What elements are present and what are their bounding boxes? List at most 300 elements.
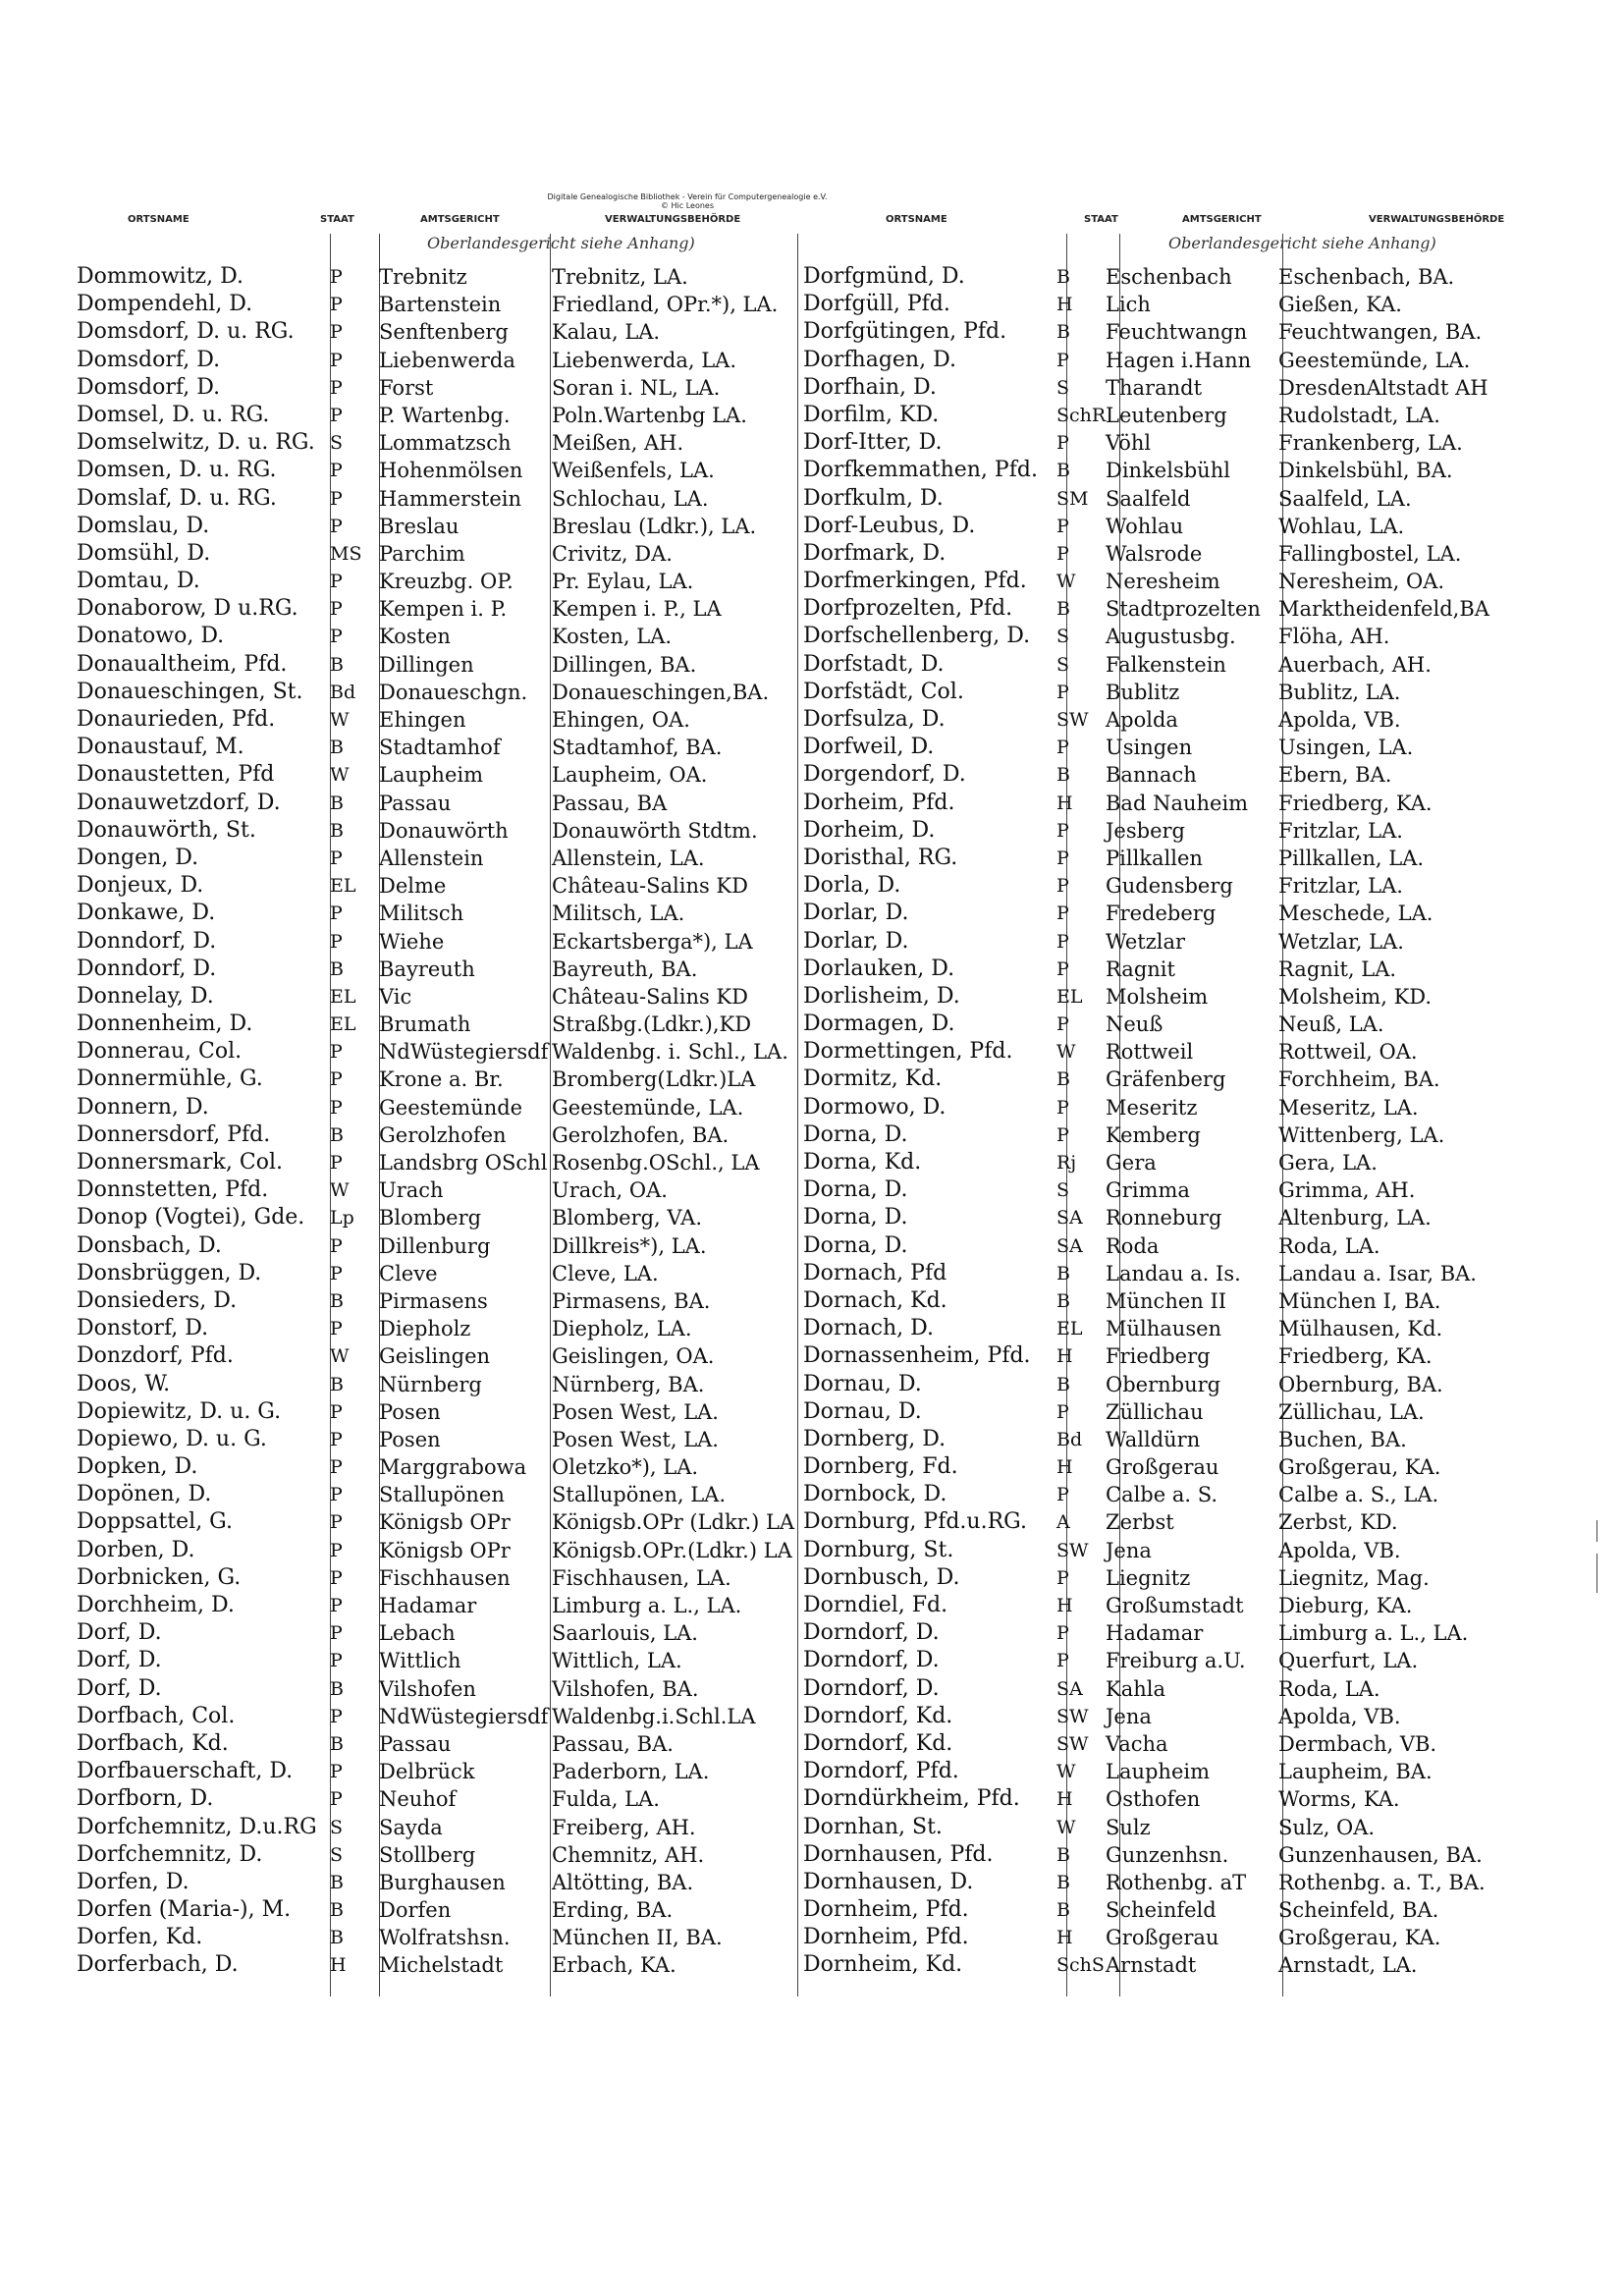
- amtsgericht-cell: Stadtamhof: [379, 736, 501, 760]
- ortsname-cell: Dopiewo, D. u. G.: [77, 1426, 267, 1451]
- ortsname-cell: Dorlar, D.: [803, 901, 909, 926]
- staat-cell: S: [330, 432, 344, 455]
- amtsgericht-cell: Pillkallen: [1106, 846, 1203, 870]
- ortsname-cell: Dorfbach, Col.: [77, 1703, 236, 1728]
- ortsname-cell: Dorfweil, D.: [803, 735, 935, 760]
- ortsname-cell: Donjeux, D.: [77, 873, 204, 899]
- ortsname-cell: Dornberg, D.: [803, 1426, 947, 1451]
- list-item: [803, 263, 1530, 291]
- staat-cell: P: [330, 1788, 343, 1811]
- verwaltung-cell: Auerbach, AH.: [1278, 652, 1432, 677]
- list-item: [77, 817, 803, 845]
- list-item: [803, 1869, 1530, 1896]
- ortsname-cell: Donsieders, D.: [77, 1287, 238, 1313]
- staat-cell: B: [330, 737, 344, 759]
- verwaltung-cell: Laupheim, OA.: [552, 763, 708, 788]
- list-item: [803, 1785, 1530, 1813]
- amtsgericht-cell: Passau: [379, 791, 452, 815]
- verwaltung-cell: Fulda, LA.: [552, 1787, 660, 1812]
- verwaltung-cell: Apolda, VB.: [1278, 1538, 1401, 1562]
- amtsgericht-cell: Usingen: [1106, 736, 1193, 760]
- verwaltung-cell: Wittlich, LA.: [552, 1649, 682, 1673]
- staat-cell: S: [1056, 1179, 1070, 1202]
- list-item: [77, 263, 803, 291]
- staat-cell: Lp: [330, 1207, 354, 1230]
- staat-cell: P: [1056, 515, 1069, 537]
- ortsname-cell: Donkawe, D.: [77, 901, 216, 926]
- list-item: [803, 568, 1530, 595]
- staat-cell: EL: [1056, 985, 1083, 1008]
- list-item: [803, 1315, 1530, 1342]
- ortsname-cell: Dorferbach, D.: [77, 1952, 239, 1978]
- ortsname-cell: Dorlar, D.: [803, 928, 909, 954]
- staat-cell: P: [1056, 681, 1069, 703]
- staat-cell: P: [330, 349, 343, 371]
- ortsname-cell: Dormettingen, Pfd.: [803, 1039, 1013, 1065]
- verwaltung-cell: Pr. Eylau, LA.: [552, 570, 694, 594]
- verwaltung-cell: Waldenbg. i. Schl., LA.: [552, 1040, 788, 1065]
- ortsname-cell: Domselwitz, D. u. RG.: [77, 430, 315, 456]
- verwaltung-cell: Rosenbg.OSchl., LA: [552, 1151, 760, 1175]
- list-item: [77, 374, 803, 402]
- ortsname-cell: Doppsattel, G.: [77, 1509, 233, 1535]
- ortsname-cell: Doristhal, RG.: [803, 845, 958, 870]
- list-item: [77, 1869, 803, 1896]
- ortsname-cell: Dorfmerkingen, Pfd.: [803, 569, 1027, 594]
- amtsgericht-cell: Saalfeld: [1106, 486, 1191, 511]
- amtsgericht-cell: Dillingen: [379, 652, 474, 677]
- staat-cell: P: [330, 902, 343, 925]
- ortsname-cell: Dornheim, Kd.: [803, 1952, 963, 1978]
- amtsgericht-cell: Gerolzhofen: [379, 1122, 507, 1147]
- list-item: [803, 1592, 1530, 1619]
- staat-cell: B: [330, 1732, 344, 1755]
- amtsgericht-cell: Posen: [379, 1427, 441, 1451]
- ortsname-cell: Dorfstadt, D.: [803, 651, 945, 677]
- verwaltung-cell: Frankenberg, LA.: [1278, 431, 1463, 456]
- list-item: [77, 1315, 803, 1342]
- ortsname-cell: Dorna, Kd.: [803, 1150, 922, 1175]
- list-item: [77, 595, 803, 623]
- ortsname-cell: Dorfschellenberg, D.: [803, 624, 1031, 649]
- ortsname-cell: Dorna, D.: [803, 1177, 908, 1203]
- list-item: [77, 1619, 803, 1647]
- staat-cell: P: [1056, 819, 1069, 842]
- verwaltung-cell: Limburg a. L., LA.: [1278, 1621, 1469, 1646]
- list-item: [803, 623, 1530, 650]
- staat-cell: P: [1056, 349, 1069, 371]
- list-item: [77, 790, 803, 817]
- verwaltung-cell: Passau, BA: [552, 791, 668, 815]
- staat-cell: A: [1056, 1511, 1070, 1534]
- verwaltung-cell: Kosten, LA.: [552, 625, 673, 649]
- staat-cell: S: [1056, 653, 1070, 676]
- list-item: [77, 1232, 803, 1260]
- staat-cell: P: [1056, 1622, 1069, 1645]
- staat-cell: P: [330, 1041, 343, 1064]
- list-item: [77, 1204, 803, 1231]
- staat-cell: SW: [1056, 1732, 1089, 1755]
- verwaltung-cell: Eckartsberga*), LA: [552, 929, 753, 954]
- list-item: [77, 457, 803, 484]
- staat-cell: P: [330, 1595, 343, 1616]
- margin-mark: [1596, 1554, 1597, 1593]
- staat-cell: P: [1056, 1096, 1069, 1119]
- verwaltung-cell: Molsheim, KD.: [1278, 984, 1433, 1009]
- amtsgericht-cell: P. Wartenbg.: [379, 403, 511, 427]
- list-item: [77, 761, 803, 789]
- verwaltung-cell: Rothenbg. a. T., BA.: [1278, 1870, 1486, 1894]
- amtsgericht-cell: Hohenmölsen: [379, 459, 523, 483]
- ortsname-cell: Dorndorf, D.: [803, 1620, 940, 1646]
- list-item: [77, 651, 803, 679]
- verwaltung-cell: Roda, LA.: [1278, 1676, 1380, 1701]
- staat-cell: B: [330, 1927, 344, 1949]
- verwaltung-cell: Scheinfeld, BA.: [1278, 1898, 1439, 1923]
- ortsname-cell: Dormagen, D.: [803, 1011, 955, 1037]
- list-item: [77, 1342, 803, 1370]
- amtsgericht-cell: Passau: [379, 1731, 452, 1756]
- amtsgericht-cell: Stallupönen: [379, 1483, 505, 1507]
- staat-cell: P: [330, 1234, 343, 1257]
- verwaltung-cell: Erding, BA.: [552, 1898, 674, 1923]
- staat-cell: H: [1056, 1345, 1073, 1368]
- list-item: [803, 679, 1530, 706]
- staat-cell: SchR: [1056, 404, 1107, 426]
- staat-cell: W: [1056, 571, 1076, 593]
- staat-cell: P: [330, 1484, 343, 1506]
- amtsgericht-cell: Obernburg: [1106, 1372, 1221, 1396]
- list-item: [77, 1730, 803, 1758]
- staat-cell: W: [1056, 1816, 1076, 1838]
- ortsname-cell: Dornach, Pfd: [803, 1260, 947, 1285]
- amtsgericht-cell: München II: [1106, 1288, 1227, 1313]
- staat-cell: P: [330, 1622, 343, 1645]
- amtsgericht-cell: Brumath: [379, 1012, 471, 1037]
- amtsgericht-cell: Dorfen: [379, 1898, 452, 1923]
- staat-cell: P: [330, 1428, 343, 1450]
- amtsgericht-cell: Kemberg: [1106, 1122, 1201, 1147]
- verwaltung-cell: Usingen, LA.: [1278, 736, 1414, 760]
- amtsgericht-cell: Bannach: [1106, 763, 1197, 788]
- list-item: [77, 1066, 803, 1093]
- staat-cell: B: [330, 1123, 344, 1146]
- ortsname-cell: Dorfborn, D.: [77, 1786, 214, 1812]
- list-item: [77, 1758, 803, 1785]
- list-item: [77, 291, 803, 318]
- ortsname-cell: Dornassenheim, Pfd.: [803, 1343, 1031, 1369]
- list-item: [803, 1371, 1530, 1398]
- list-item: [803, 1537, 1530, 1564]
- verwaltung-cell: Meschede, LA.: [1278, 902, 1434, 926]
- list-item: [803, 651, 1530, 679]
- amtsgericht-cell: Gudensberg: [1106, 874, 1233, 899]
- staat-cell: P: [1056, 902, 1069, 925]
- verwaltung-cell: Waldenbg.i.Schl.LA: [552, 1704, 756, 1728]
- ortsname-cell: Donaueschingen, St.: [77, 679, 303, 704]
- staat-cell: P: [330, 460, 343, 482]
- amtsgericht-cell: Trebnitz: [379, 265, 467, 289]
- amtsgericht-cell: Kempen i. P.: [379, 597, 508, 622]
- list-item: [803, 1121, 1530, 1149]
- verwaltung-cell: Apolda, VB.: [1278, 708, 1401, 732]
- list-item: [77, 956, 803, 983]
- watermark: [0, 192, 1375, 210]
- staat-cell: S: [330, 1816, 344, 1838]
- ortsname-cell: Dorfen (Maria-), M.: [77, 1897, 292, 1923]
- staat-cell: P: [330, 1400, 343, 1423]
- amtsgericht-cell: Neresheim: [1106, 570, 1220, 594]
- amtsgericht-cell: Geislingen: [379, 1344, 491, 1369]
- list-item: [77, 1647, 803, 1674]
- list-item: [803, 540, 1530, 568]
- list-item: [803, 928, 1530, 956]
- ortsname-cell: Dorndorf, Kd.: [803, 1703, 953, 1728]
- list-item: [803, 817, 1530, 845]
- amtsgericht-cell: Wiehe: [379, 929, 445, 954]
- verwaltung-cell: Château-Salins KD: [552, 984, 748, 1009]
- list-item: [77, 872, 803, 900]
- staat-cell: B: [1056, 266, 1070, 288]
- list-item: [803, 1814, 1530, 1841]
- list-item: [803, 1011, 1530, 1038]
- amtsgericht-cell: Donauwörth: [379, 818, 509, 843]
- list-item: [803, 983, 1530, 1011]
- staat-cell: SM: [1056, 487, 1089, 510]
- staat-cell: P: [330, 515, 343, 537]
- verwaltung-cell: Passau, BA.: [552, 1731, 674, 1756]
- verwaltung-cell: Liegnitz, Mag.: [1278, 1565, 1430, 1590]
- amtsgericht-cell: Falkenstein: [1106, 652, 1226, 677]
- list-item: [77, 928, 803, 956]
- list-item: [77, 1398, 803, 1426]
- list-item: [803, 1730, 1530, 1758]
- header-amtsgericht-right: AMTSGERICHT: [1182, 214, 1262, 225]
- ortsname-cell: Dorbnicken, G.: [77, 1564, 242, 1590]
- verwaltung-cell: Kempen i. P., LA: [552, 597, 722, 622]
- verwaltung-cell: Liebenwerda, LA.: [552, 348, 737, 372]
- staat-cell: B: [1056, 1262, 1070, 1285]
- list-item: [803, 1232, 1530, 1260]
- verwaltung-cell: Worms, KA.: [1278, 1787, 1400, 1812]
- verwaltung-cell: Obernburg, BA.: [1278, 1372, 1443, 1396]
- verwaltung-cell: Großgerau, KA.: [1278, 1926, 1441, 1950]
- ortsname-cell: Dorfgütingen, Pfd.: [803, 319, 1007, 345]
- amtsgericht-cell: Gunzenhsn.: [1106, 1842, 1229, 1867]
- verwaltung-cell: Gießen, KA.: [1278, 293, 1402, 317]
- ortsname-cell: Donnersmark, Col.: [77, 1150, 283, 1175]
- verwaltung-cell: Kalau, LA.: [552, 320, 661, 345]
- amtsgericht-cell: Wolfratshsn.: [379, 1926, 511, 1950]
- verwaltung-cell: DresdenAltstadt AH: [1278, 375, 1488, 400]
- ortsname-cell: Dornach, D.: [803, 1316, 935, 1341]
- list-item: [77, 513, 803, 540]
- verwaltung-cell: Feuchtwangen, BA.: [1278, 320, 1483, 345]
- amtsgericht-cell: Lebach: [379, 1621, 456, 1646]
- amtsgericht-cell: Landsbrg OSchl: [379, 1151, 548, 1175]
- amtsgericht-cell: Vacha: [1106, 1731, 1168, 1756]
- watermark-line-2: © Hic Leones: [660, 201, 714, 210]
- amtsgericht-cell: Senftenberg: [379, 320, 509, 345]
- amtsgericht-cell: Donaueschgn.: [379, 680, 528, 704]
- ortsname-cell: Donnern, D.: [77, 1094, 209, 1120]
- ortsname-cell: Donaurieden, Pfd.: [77, 707, 276, 732]
- staat-cell: SchS: [1056, 1954, 1105, 1977]
- staat-cell: EL: [330, 1013, 356, 1036]
- amtsgericht-cell: Hadamar: [379, 1594, 477, 1617]
- list-item: [803, 1675, 1530, 1703]
- verwaltung-cell: Apolda, VB.: [1278, 1704, 1401, 1728]
- list-item: [77, 734, 803, 761]
- amtsgericht-cell: Forst: [379, 375, 434, 400]
- amtsgericht-cell: Königsb OPr: [379, 1538, 511, 1562]
- amtsgericht-cell: Vilshofen: [379, 1676, 476, 1701]
- list-item: [77, 1592, 803, 1619]
- ortsname-cell: Dorfchemnitz, D.: [77, 1841, 263, 1867]
- ortsname-cell: Dornbusch, D.: [803, 1564, 960, 1590]
- amtsgericht-cell: Kreuzbg. OP.: [379, 570, 514, 594]
- amtsgericht-cell: Ragnit: [1106, 957, 1175, 981]
- staat-cell: B: [330, 819, 344, 842]
- verwaltung-cell: Neuß, LA.: [1278, 1012, 1384, 1037]
- verwaltung-cell: Flöha, AH.: [1278, 625, 1390, 649]
- staat-cell: P: [330, 1262, 343, 1285]
- verwaltung-cell: Geislingen, OA.: [552, 1344, 715, 1369]
- ortsname-cell: Dorben, D.: [77, 1537, 195, 1562]
- staat-cell: H: [1056, 1595, 1073, 1616]
- list-item: [77, 1481, 803, 1508]
- verwaltung-cell: Meißen, AH.: [552, 431, 684, 456]
- ortsname-cell: Dornburg, Pfd.u.RG.: [803, 1509, 1027, 1535]
- ortsname-cell: Dornheim, Pfd.: [803, 1897, 969, 1923]
- staat-cell: P: [1056, 875, 1069, 898]
- staat-cell: B: [330, 1289, 344, 1312]
- staat-cell: SW: [1056, 709, 1089, 731]
- amtsgericht-cell: Bublitz: [1106, 680, 1180, 704]
- list-item: [77, 540, 803, 568]
- list-item: [803, 1204, 1530, 1231]
- verwaltung-cell: Stadtamhof, BA.: [552, 736, 723, 760]
- staat-cell: W: [330, 1345, 350, 1368]
- list-item: [803, 1924, 1530, 1951]
- list-item: [803, 1951, 1530, 1979]
- amtsgericht-cell: Nürnberg: [379, 1372, 482, 1396]
- verwaltung-cell: Weißenfels, LA.: [552, 459, 715, 483]
- list-item: [77, 1896, 803, 1924]
- staat-cell: P: [1056, 847, 1069, 869]
- ortsname-cell: Dorna, D.: [803, 1121, 908, 1147]
- staat-cell: P: [330, 1511, 343, 1534]
- staat-cell: W: [1056, 1041, 1076, 1064]
- amtsgericht-cell: Diepholz: [379, 1317, 471, 1341]
- amtsgericht-cell: Großgerau: [1106, 1926, 1219, 1950]
- verwaltung-cell: Bublitz, LA.: [1278, 680, 1401, 704]
- verwaltung-cell: Wetzlar, LA.: [1278, 929, 1404, 954]
- list-item: [77, 1703, 803, 1730]
- ortsname-cell: Dorndorf, D.: [803, 1648, 940, 1673]
- verwaltung-cell: Fritzlar, LA.: [1278, 818, 1403, 843]
- ortsname-cell: Domsdorf, D.: [77, 347, 221, 372]
- right-column: [803, 263, 1530, 1980]
- amtsgericht-cell: Dinkelsbühl: [1106, 459, 1230, 483]
- verwaltung-cell: Roda, LA.: [1278, 1233, 1380, 1258]
- staat-cell: P: [330, 626, 343, 648]
- list-item: [77, 706, 803, 734]
- header-staat-left: STAAT: [320, 214, 354, 225]
- verwaltung-cell: Ebern, BA.: [1278, 763, 1392, 788]
- ortsname-cell: Dorndorf, D.: [803, 1675, 940, 1701]
- staat-cell: B: [330, 1373, 344, 1395]
- staat-cell: P: [330, 598, 343, 621]
- ortsname-cell: Domslau, D.: [77, 513, 210, 538]
- ortsname-cell: Dopken, D.: [77, 1454, 198, 1480]
- ortsname-cell: Dompendehl, D.: [77, 292, 253, 317]
- list-item: [803, 900, 1530, 927]
- verwaltung-cell: Schlochau, LA.: [552, 486, 709, 511]
- list-item: [803, 1896, 1530, 1924]
- verwaltung-cell: Wittenberg, LA.: [1278, 1122, 1445, 1147]
- verwaltung-cell: Limburg a. L., LA.: [552, 1594, 742, 1617]
- staat-cell: B: [1056, 321, 1070, 344]
- amtsgericht-cell: Leutenberg: [1106, 403, 1227, 427]
- verwaltung-cell: Rottweil, OA.: [1278, 1040, 1418, 1065]
- amtsgericht-cell: Tharandt: [1106, 375, 1203, 400]
- list-item: [77, 1094, 803, 1121]
- amtsgericht-cell: NdWüstegiersdf: [379, 1040, 549, 1065]
- staat-cell: W: [1056, 1761, 1076, 1783]
- ortsname-cell: Dorfgmünd, D.: [803, 264, 965, 289]
- list-item: [803, 1758, 1530, 1785]
- list-item: [803, 374, 1530, 402]
- list-item: [803, 1703, 1530, 1730]
- list-item: [803, 485, 1530, 513]
- ortsname-cell: Domsen, D. u. RG.: [77, 458, 277, 483]
- ortsname-cell: Dorfprozelten, Pfd.: [803, 596, 1013, 622]
- amtsgericht-cell: Urach: [379, 1178, 444, 1203]
- staat-cell: H: [1056, 294, 1073, 316]
- amtsgericht-cell: Marggrabowa: [379, 1455, 527, 1480]
- amtsgericht-cell: Sulz: [1106, 1815, 1151, 1839]
- amtsgericht-cell: Lich: [1106, 293, 1151, 317]
- list-item: [803, 513, 1530, 540]
- staat-cell: SA: [1056, 1234, 1083, 1257]
- amtsgericht-cell: Wittlich: [379, 1649, 461, 1673]
- amtsgericht-cell: Rothenbg. aT: [1106, 1870, 1247, 1894]
- staat-cell: P: [330, 1456, 343, 1479]
- amtsgericht-cell: Ronneburg: [1106, 1206, 1222, 1230]
- ortsname-cell: Dorndiel, Fd.: [803, 1593, 948, 1617]
- ortsname-cell: Dornhausen, D.: [803, 1869, 974, 1894]
- staat-cell: SA: [1056, 1207, 1083, 1230]
- staat-cell: P: [1056, 1013, 1069, 1036]
- verwaltung-cell: Rudolstadt, LA.: [1278, 403, 1440, 427]
- amtsgericht-cell: Arnstadt: [1106, 1953, 1197, 1978]
- verwaltung-cell: Dillkreis*), LA.: [552, 1233, 707, 1258]
- amtsgericht-cell: Eschenbach: [1106, 265, 1232, 289]
- amtsgericht-cell: Ehingen: [379, 708, 466, 732]
- verwaltung-cell: Geestemünde, LA.: [552, 1095, 744, 1120]
- list-item: [803, 1149, 1530, 1176]
- staat-cell: H: [1056, 792, 1073, 814]
- ortsname-cell: Domsdorf, D.: [77, 374, 221, 400]
- list-item: [803, 291, 1530, 318]
- list-item: [803, 761, 1530, 789]
- staat-cell: P: [330, 1068, 343, 1091]
- staat-cell: W: [330, 764, 350, 787]
- staat-cell: P: [330, 376, 343, 399]
- subheader-left: Oberlandesgericht siehe Anhang): [427, 234, 695, 252]
- ortsname-cell: Donndorf, D.: [77, 956, 217, 981]
